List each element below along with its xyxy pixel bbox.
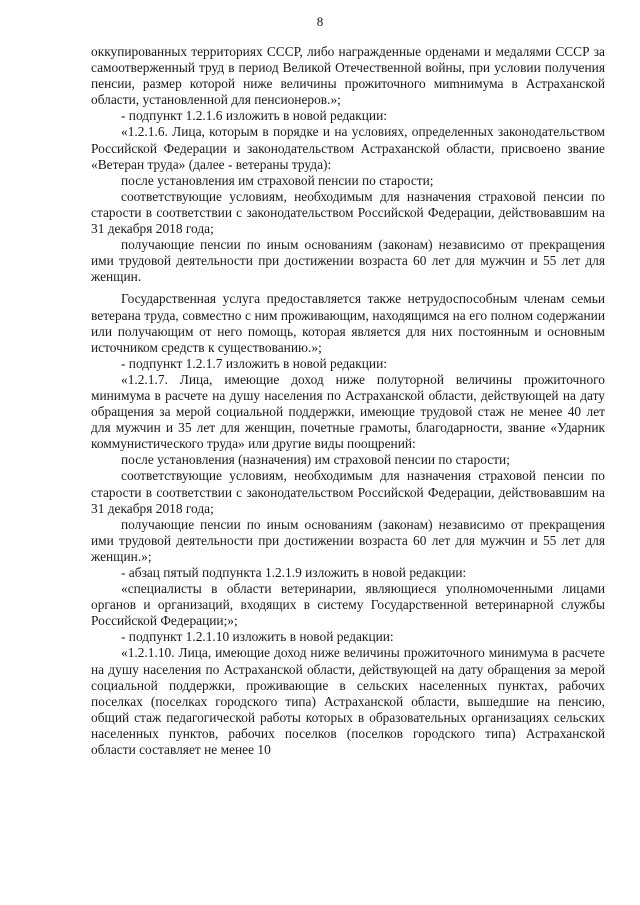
paragraph: «1.2.1.7. Лица, имеющие доход ниже полуторной величины прожиточного минимума в расчете на душу населения по Астраханской области, действующей на дату обращения за мерой социальной поддержки, имеющие трудовой стаж не менее 40 лет для мужчин и 35 лет для женщин, почетные грамоты, благодарности, звание «Ударник коммунистического труда» или другие виды поощрений: [91, 371, 605, 452]
paragraph: соответствующие условиям, необходимым для назначения страховой пенсии по старости в соответствии с законодательством Российской Федерации, действовавшим на 31 декабря 2018 года; [91, 188, 605, 237]
page-number: 8 [316, 14, 324, 29]
paragraph: «специалисты в области ветеринарии, являющиеся уполномоченными лицами органов и организаций, входящих в систему Государственной ветеринарной службы Российской Федерации;»; [91, 581, 605, 629]
paragraph: - абзац пятый подпункта 1.2.1.9 изложить в новой редакции: [121, 565, 467, 580]
paragraph: - подпункт 1.2.1.7 изложить в новой редакции: [121, 355, 387, 371]
paragraph: получающие пенсии по иным основаниям (законам) независимо от прекращения ими трудовой деятельности при достижении возраста 60 лет для мужчин и 55 лет для женщин.»; [91, 516, 605, 564]
paragraph: - подпункт 1.2.1.6 изложить в новой редакции: [121, 108, 387, 124]
paragraph: - подпункт 1.2.1.10 изложить в новой редакции: [121, 629, 394, 645]
paragraph: соответствующие условиям, необходимым для назначения страховой пенсии по старости в соответствии с законодательством Российской Федерации, действовавшим на 31 декабря 2018 года; [91, 468, 605, 516]
paragraph: после установления им страховой пенсии по старости; [121, 172, 434, 188]
paragraph: оккупированных территориях СССР, либо награжденные орденами и медалями СССР за самоотверженный труд в период Великой Отечественной войны, при условии получения пенсии, размер которой ниже величины прожиточного миmнимума в Астраханской области, установленной для пенсионеров.»; [91, 44, 605, 108]
paragraph: «1.2.1.10. Лица, имеющие доход ниже величины прожиточного минимума в расчете на душу населения по Астраханской области, действующей на дату обращения за мерой социальной поддержки, проживающие в сельских населенных пунктах, рабочих поселках (поселках городского типа) Астраханской области, вышедшие на пенсию, общий стаж педагогической работы которых в образовательных организациях сельских населенных пунктов, рабочих поселков (поселков городского типа) Астраханской области составляет не менее 10 [91, 645, 605, 758]
paragraph: Государственная услуга предоставляется также нетрудоспособным членам семьи ветерана труда, совместно с ним проживающим, находящимся на его полном содержании или получающим от него помощь, которая является для них постоянным и основным источником средств к существованию.»; [91, 291, 605, 355]
paragraph: после установления (назначения) им страховой пенсии по старости; [121, 452, 510, 468]
paragraph: «1.2.1.6. Лица, которым в порядке и на условиях, определенных законодательством Российской Федерации и законодательством Астраханской области, присвоено звание «Ветеран труда» (далее - ветераны труда): [91, 124, 605, 172]
paragraph: получающие пенсии по иным основаниям (законам) независимо от прекращения ими трудовой деятельности при достижении возраста 60 лет для мужчин и 55 лет для женщин. [91, 237, 605, 285]
document-body [91, 44, 605, 758]
